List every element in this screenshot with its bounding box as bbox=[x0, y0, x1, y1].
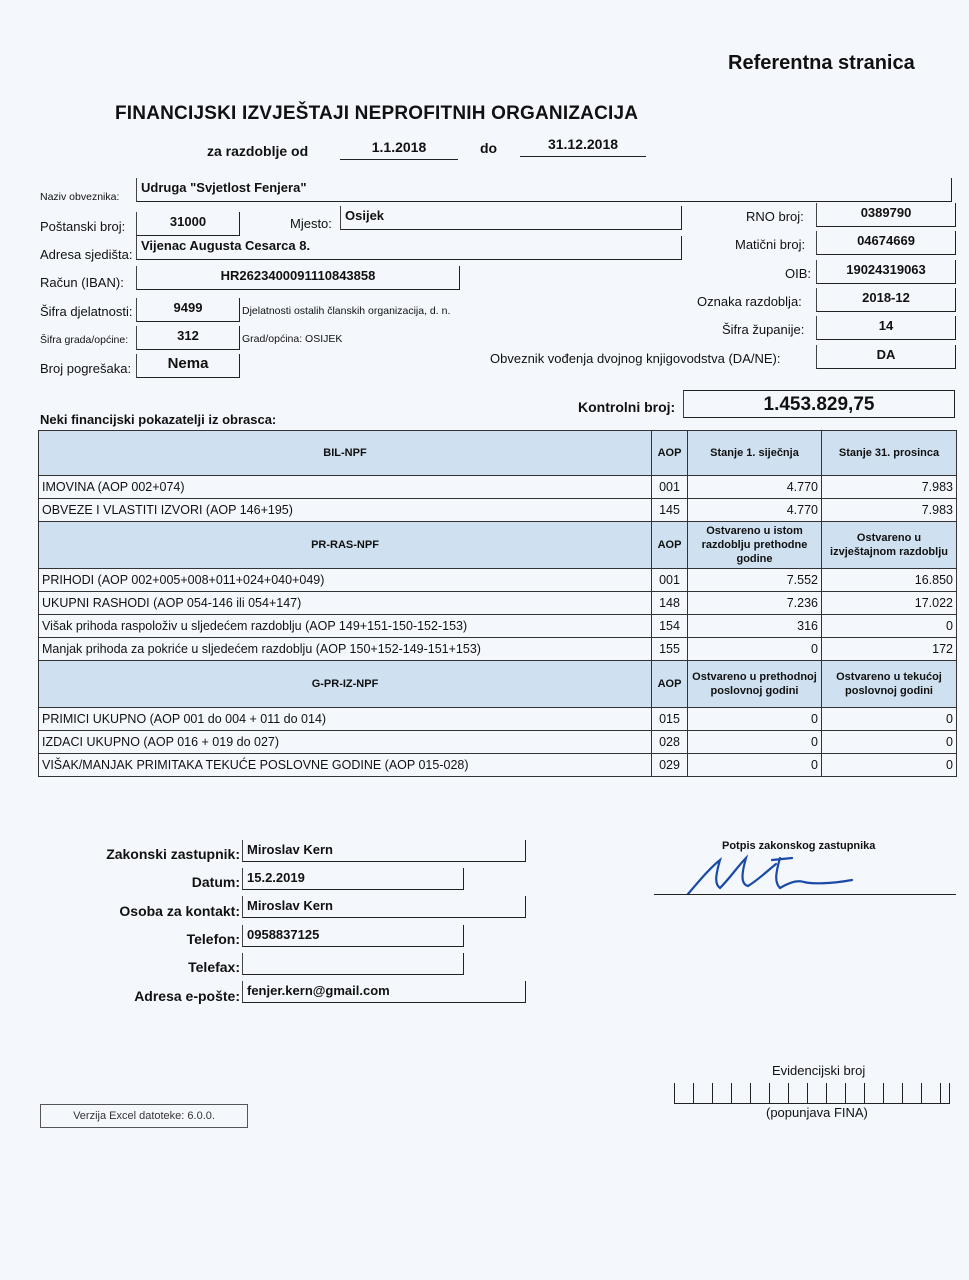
activity-code-field[interactable]: 9499 bbox=[136, 298, 240, 322]
row-value-2: 0 bbox=[822, 615, 957, 638]
column2-header: Ostvareno u izvještajnom razdoblju bbox=[822, 522, 957, 569]
column1-header: Ostvareno u prethodnoj poslovnoj godini bbox=[688, 661, 822, 708]
person-field[interactable]: Miroslav Kern bbox=[242, 896, 526, 918]
table-row bbox=[39, 499, 957, 522]
row-value-2: 0 bbox=[822, 754, 957, 777]
indicators-table bbox=[38, 430, 957, 777]
iban-label: Račun (IBAN): bbox=[40, 275, 124, 290]
row-label: OBVEZE I VLASTITI IZVORI (AOP 146+195) bbox=[39, 499, 652, 522]
row-value-1: 0 bbox=[688, 731, 822, 754]
person-label: Osoba za kontakt: bbox=[119, 903, 240, 919]
double-field[interactable]: DA bbox=[816, 345, 956, 369]
row-aop: 001 bbox=[652, 569, 688, 592]
city-code-label: Šifra grada/općine: bbox=[40, 334, 129, 346]
table-row bbox=[39, 615, 957, 638]
column1-header: Ostvareno u istom razdoblju prethodne godine bbox=[688, 522, 822, 569]
errors-field[interactable]: Nema bbox=[136, 354, 240, 378]
table-section-header bbox=[39, 431, 957, 476]
row-value-1: 4.770 bbox=[688, 476, 822, 499]
row-value-2: 7.983 bbox=[822, 476, 957, 499]
row-value-2: 17.022 bbox=[822, 592, 957, 615]
row-value-2: 16.850 bbox=[822, 569, 957, 592]
phone-label: Telefon: bbox=[186, 931, 240, 947]
phone-field[interactable]: 0958837125 bbox=[242, 925, 464, 947]
control-field: 1.453.829,75 bbox=[683, 390, 955, 418]
rep-label: Zakonski zastupnik: bbox=[106, 846, 240, 862]
period-from-field[interactable]: 1.1.2018 bbox=[340, 139, 458, 160]
fax-label: Telefax: bbox=[188, 959, 240, 975]
double-label: Obveznik vođenja dvojnog knjigovodstva (DA/NE): bbox=[490, 351, 781, 366]
row-aop: 145 bbox=[652, 499, 688, 522]
postal-field[interactable]: 31000 bbox=[136, 212, 240, 236]
period-mark-field[interactable]: 2018-12 bbox=[816, 288, 956, 312]
period-to-field[interactable]: 31.12.2018 bbox=[520, 136, 646, 157]
address-label: Adresa sjedišta: bbox=[40, 247, 133, 262]
page-title: FINANCIJSKI IZVJEŠTAJI NEPROFITNIH ORGANIZACIJA bbox=[115, 103, 639, 124]
date-field[interactable]: 15.2.2019 bbox=[242, 868, 464, 890]
county-label: Šifra županije: bbox=[722, 322, 805, 337]
mb-label: Matični broj: bbox=[735, 237, 806, 252]
name-field[interactable]: Udruga "Svjetlost Fenjera" bbox=[136, 178, 952, 202]
table-row bbox=[39, 592, 957, 615]
city-desc: Grad/općina: OSIJEK bbox=[242, 333, 343, 345]
row-value-1: 4.770 bbox=[688, 499, 822, 522]
rno-label: RNO broj: bbox=[746, 209, 804, 224]
row-value-1: 0 bbox=[688, 754, 822, 777]
row-label: Višak prihoda raspoloživ u sljedećem razdoblju (AOP 149+151-150-152-153) bbox=[39, 615, 652, 638]
row-aop: 154 bbox=[652, 615, 688, 638]
row-label: PRIMICI UKUPNO (AOP 001 do 004 + 011 do 014) bbox=[39, 708, 652, 731]
address-field[interactable]: Vijenac Augusta Cesarca 8. bbox=[136, 236, 682, 260]
period-mark-label: Oznaka razdoblja: bbox=[697, 294, 802, 309]
period-label: za razdoblje od bbox=[207, 143, 309, 159]
place-field[interactable]: Osijek bbox=[340, 206, 682, 230]
table-section-header bbox=[39, 661, 957, 708]
row-value-2: 172 bbox=[822, 638, 957, 661]
rep-field[interactable]: Miroslav Kern bbox=[242, 840, 526, 862]
oib-label: OIB: bbox=[785, 266, 812, 281]
oib-field[interactable]: 19024319063 bbox=[816, 260, 956, 284]
table-row bbox=[39, 754, 957, 777]
aop-header: AOP bbox=[652, 431, 688, 476]
rno-field[interactable]: 0389790 bbox=[816, 203, 956, 227]
row-value-1: 0 bbox=[688, 708, 822, 731]
table-row bbox=[39, 708, 957, 731]
evid-label: Evidencijski broj bbox=[772, 1063, 866, 1078]
column2-header: Stanje 31. prosinca bbox=[822, 431, 957, 476]
indicators-heading: Neki financijski pokazatelji iz obrasca: bbox=[40, 412, 277, 427]
table-row bbox=[39, 731, 957, 754]
section-name: PR-RAS-NPF bbox=[39, 522, 652, 569]
signature-line bbox=[654, 894, 956, 895]
signature-label: Potpis zakonskog zastupnika bbox=[722, 840, 876, 852]
errors-label: Broj pogrešaka: bbox=[40, 361, 132, 376]
table-row bbox=[39, 569, 957, 592]
table-row bbox=[39, 638, 957, 661]
email-field[interactable]: fenjer.kern@gmail.com bbox=[242, 981, 526, 1003]
column2-header: Ostvareno u tekućoj poslovnoj godini bbox=[822, 661, 957, 708]
row-aop: 155 bbox=[652, 638, 688, 661]
table-row bbox=[39, 476, 957, 499]
row-aop: 015 bbox=[652, 708, 688, 731]
aop-header: AOP bbox=[652, 661, 688, 708]
row-label: IZDACI UKUPNO (AOP 016 + 019 do 027) bbox=[39, 731, 652, 754]
place-label: Mjesto: bbox=[290, 216, 332, 231]
row-value-2: 0 bbox=[822, 708, 957, 731]
mb-field[interactable]: 04674669 bbox=[816, 231, 956, 255]
row-label: VIŠAK/MANJAK PRIMITAKA TEKUĆE POSLOVNE GODINE (AOP 015-028) bbox=[39, 754, 652, 777]
section-name: G-PR-IZ-NPF bbox=[39, 661, 652, 708]
row-value-1: 7.236 bbox=[688, 592, 822, 615]
row-value-1: 0 bbox=[688, 638, 822, 661]
period-to-label: do bbox=[480, 140, 498, 156]
row-aop: 001 bbox=[652, 476, 688, 499]
activity-desc: Djelatnosti ostalih članskih organizacija, d. n. bbox=[242, 305, 451, 317]
reference-page-title: Referentna stranica bbox=[728, 52, 915, 74]
evid-number-field[interactable] bbox=[674, 1083, 950, 1104]
row-value-1: 7.552 bbox=[688, 569, 822, 592]
row-label: IMOVINA (AOP 002+074) bbox=[39, 476, 652, 499]
postal-label: Poštanski broj: bbox=[40, 219, 126, 234]
row-label: PRIHODI (AOP 002+005+008+011+024+040+049) bbox=[39, 569, 652, 592]
activity-label: Šifra djelatnosti: bbox=[40, 304, 133, 319]
name-label: Naziv obveznika: bbox=[40, 191, 120, 203]
fax-field[interactable] bbox=[242, 953, 464, 975]
row-value-2: 0 bbox=[822, 731, 957, 754]
date-label: Datum: bbox=[191, 874, 240, 890]
row-value-2: 7.983 bbox=[822, 499, 957, 522]
version-label: Verzija Excel datoteke: 6.0.0. bbox=[40, 1104, 248, 1128]
row-aop: 028 bbox=[652, 731, 688, 754]
county-field[interactable]: 14 bbox=[816, 316, 956, 340]
row-aop: 148 bbox=[652, 592, 688, 615]
table-section-header bbox=[39, 522, 957, 569]
control-label: Kontrolni broj: bbox=[578, 399, 676, 415]
evid-note: (popunjava FINA) bbox=[766, 1105, 868, 1120]
aop-header: AOP bbox=[652, 522, 688, 569]
email-label: Adresa e-pošte: bbox=[134, 988, 240, 1004]
row-aop: 029 bbox=[652, 754, 688, 777]
section-name: BIL-NPF bbox=[39, 431, 652, 476]
city-code-field[interactable]: 312 bbox=[136, 326, 240, 350]
column1-header: Stanje 1. siječnja bbox=[688, 431, 822, 476]
iban-field[interactable]: HR2623400091110843858 bbox=[136, 266, 460, 290]
row-value-1: 316 bbox=[688, 615, 822, 638]
row-label: Manjak prihoda za pokriće u sljedećem razdoblju (AOP 150+152-149-151+153) bbox=[39, 638, 652, 661]
row-label: UKUPNI RASHODI (AOP 054-146 ili 054+147) bbox=[39, 592, 652, 615]
